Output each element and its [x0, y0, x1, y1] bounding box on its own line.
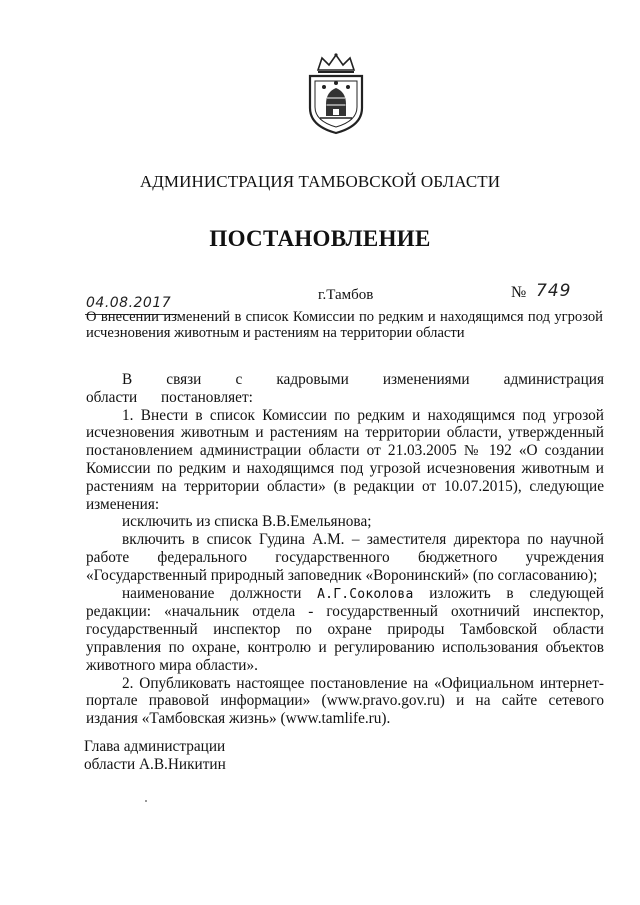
- administration-title: АДМИНИСТРАЦИЯ ТАМБОВСКОЙ ОБЛАСТИ: [139, 172, 501, 191]
- city-label: г.Тамбов: [318, 287, 374, 303]
- item-1-paragraph: 1. Внести в список Комиссии по редким и находящимся под угрозой исчезновения животным и растениям на территории области, утвержденный постановлением администрации области от 21.03.2005 № 192 «О создании Комиссии по редким и находящимся под угрозой исчезновения животным и растениям на территории области» (в редакции от 10.07.2015), следующие изменения:: [86, 406, 604, 513]
- scan-speck: [145, 800, 147, 802]
- handwritten-document-number: 749: [536, 281, 572, 301]
- include-paragraph: включить в список Гудина А.М. – заместителя директора по научной работе федерального государственного бюджетного учреждения «Государственный природный заповедник «Воронинский» (по согласованию);: [86, 531, 604, 584]
- document-subject: О внесении изменений в список Комиссии по редким и находящимся под угрозой исчезновения животным и растениям на территории области: [86, 309, 603, 341]
- tambov-coat-of-arms-icon: [300, 52, 372, 136]
- number-label: №: [511, 284, 527, 301]
- rename-start-text: наименование должности: [122, 584, 302, 602]
- intro-paragraph: В связи с кадровыми изменениями администрация области постановляет:: [86, 371, 604, 406]
- document-type-heading: ПОСТАНОВЛЕНИЕ: [209, 226, 431, 251]
- document-body: [86, 371, 604, 728]
- exclude-paragraph: исключить из списка В.В.Емельянова;: [122, 513, 372, 531]
- signature-block: [84, 738, 226, 773]
- item-2-paragraph: 2. Опубликовать настоящее постановление на «Официальном интернет-портале правовой информации» (www.pravo.gov.ru) и на сайте сетевого издания «Тамбовская жизнь» (www.tamlife.ru).: [86, 674, 604, 728]
- rename-paragraph: [86, 585, 604, 675]
- signature-name: области А.В.Никитин: [84, 755, 226, 773]
- typed-insert-name: А.Г.Соколова: [317, 586, 414, 602]
- signature-position: Глава администрации: [84, 738, 226, 755]
- rename-end-text: изложить в следующей редакции: «начальник отдела - государственный охотничий инспектор, государственный инспектор по охране природы Тамбовской области управления по охране, контролю и регулированию использования объектов животного мира области».: [86, 584, 604, 674]
- handwritten-date: 04.08.2017: [86, 295, 172, 311]
